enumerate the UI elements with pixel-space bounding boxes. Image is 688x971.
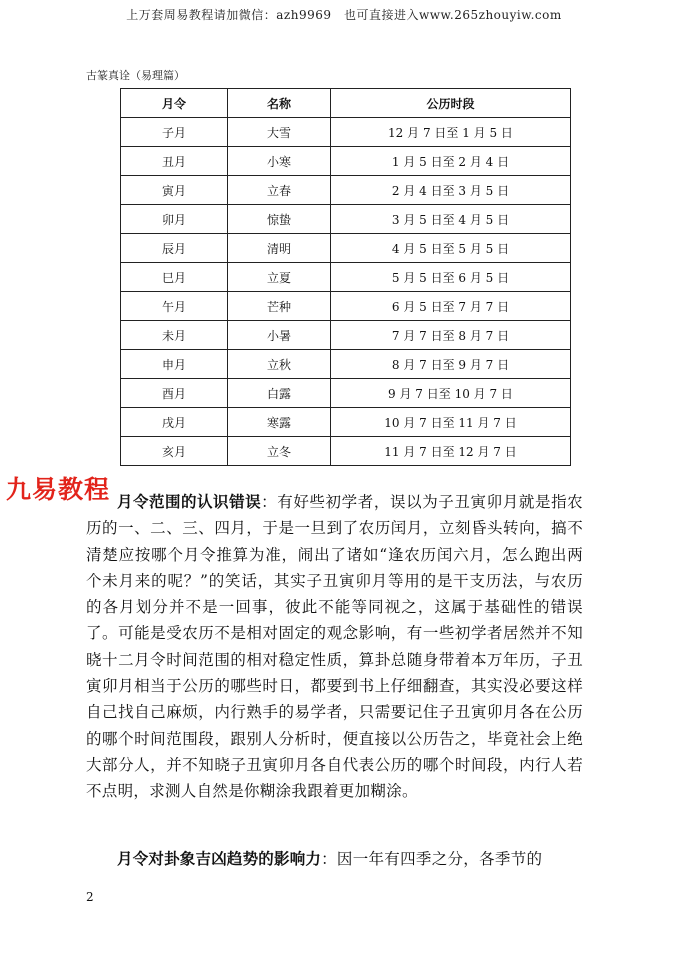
col-header-period: 公历时段 [331,89,571,118]
cell-month: 子月 [121,118,228,147]
cell-month: 申月 [121,350,228,379]
cell-month: 酉月 [121,379,228,408]
page-number: 2 [86,890,94,904]
cell-period: 6 月 5 日至 7 月 7 日 [331,292,571,321]
cell-period: 11 月 7 日至 12 月 7 日 [331,437,571,466]
cell-name: 大雪 [228,118,331,147]
cell-name: 白露 [228,379,331,408]
table-row [121,176,571,205]
paragraph-month-range [86,489,583,805]
table-row [121,350,571,379]
cell-month: 寅月 [121,176,228,205]
cell-period: 8 月 7 日至 9 月 7 日 [331,350,571,379]
table-row [121,437,571,466]
cell-period: 4 月 5 日至 5 月 5 日 [331,234,571,263]
cell-month: 辰月 [121,234,228,263]
table-row [121,408,571,437]
cell-month: 未月 [121,321,228,350]
table-row [121,147,571,176]
cell-name: 立夏 [228,263,331,292]
cell-month: 丑月 [121,147,228,176]
cell-month: 戌月 [121,408,228,437]
table-row [121,205,571,234]
table-row [121,292,571,321]
cell-name: 惊蛰 [228,205,331,234]
cell-period: 9 月 7 日至 10 月 7 日 [331,379,571,408]
col-header-month: 月令 [121,89,228,118]
cell-period: 7 月 7 日至 8 月 7 日 [331,321,571,350]
cell-name: 立秋 [228,350,331,379]
cell-period: 1 月 5 日至 2 月 4 日 [331,147,571,176]
paragraph-lead: 月令范围的认识错误 [117,493,262,511]
cell-period: 5 月 5 日至 6 月 5 日 [331,263,571,292]
cell-period: 12 月 7 日至 1 月 5 日 [331,118,571,147]
cell-name: 芒种 [228,292,331,321]
col-header-name: 名称 [228,89,331,118]
table-row [121,321,571,350]
cell-period: 10 月 7 日至 11 月 7 日 [331,408,571,437]
cell-month: 卯月 [121,205,228,234]
paragraph-body: ：因一年有四季之分，各季节的 [321,850,543,868]
paragraph-month-influence [86,846,583,872]
paragraph-body: ：有好些初学者，误以为子丑寅卯月就是指农历的一、二、三、四月，于是一旦到了农历闰月，立刻昏头转向，搞不清楚应按哪个月令推算为准，闹出了诸如“逢农历闰六月，怎么跑出两个未月来的呢？”的笑话，其实子丑寅卯月等用的是干支历法，与农历的各月划分并不是一回事，彼此不能等同视之，这属于基础性的错误了。可能是受农历不是相对固定的观念影响，有一些初学者居然并不知晓十二月令时间范围的相对稳定性质，算卦总随身带着本万年历，子丑寅卯月相当于公历的哪些时日，都要到书上仔细翻查，其实没必要这样自己找自己麻烦，内行熟手的易学者，只需要记住子丑寅卯月各在公历的哪个时间范围段，跟别人分析时，便直接以公历告之，毕竟社会上绝大部分人，并不知晓子丑寅卯月各自代表公历的哪个时间段，内行人若不点明，求测人自然是你糊涂我跟着更加糊涂。 [86,493,583,801]
paragraph-lead: 月令对卦象吉凶趋势的影响力 [117,850,322,868]
cell-name: 小暑 [228,321,331,350]
watermark-logo: 九易教程 [6,475,111,504]
cell-period: 2 月 4 日至 3 月 5 日 [331,176,571,205]
cell-name: 小寒 [228,147,331,176]
cell-name: 立冬 [228,437,331,466]
cell-name: 清明 [228,234,331,263]
cell-month: 亥月 [121,437,228,466]
cell-period: 3 月 5 日至 4 月 5 日 [331,205,571,234]
month-order-table [120,88,571,466]
top-promo-note: 上万套周易教程请加微信：azh9969 也可直接进入www.265zhouyiw.com [126,8,562,22]
table-row [121,379,571,408]
cell-name: 立春 [228,176,331,205]
table-row [121,234,571,263]
table-row [121,118,571,147]
running-head: 古篆真诠（易理篇） [86,69,185,82]
cell-month: 巳月 [121,263,228,292]
cell-month: 午月 [121,292,228,321]
cell-name: 寒露 [228,408,331,437]
table-row [121,263,571,292]
table-header-row [121,89,571,118]
